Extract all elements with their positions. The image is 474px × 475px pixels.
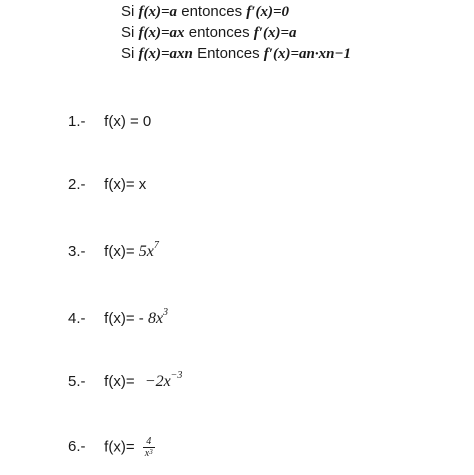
exercise-number: 4.-	[68, 310, 86, 327]
rule-si: Si	[121, 24, 135, 41]
rule-mid: Entonces	[197, 45, 260, 62]
exercise-1	[68, 113, 151, 130]
exercise-2	[68, 176, 146, 193]
exercise-prefix: f(x)=	[104, 438, 135, 456]
term-exponent: 7	[153, 240, 159, 251]
exercise-6	[68, 436, 155, 459]
rule-rhs: f′(x)=an·xn−1	[263, 46, 352, 62]
denominator-base: x	[144, 448, 150, 459]
exercise-number: 2.-	[68, 176, 86, 193]
rule-linear	[121, 24, 297, 42]
exercise-term	[144, 370, 183, 390]
exercise-prefix: f(x)= -	[104, 310, 144, 327]
exercise-number: 6.-	[68, 438, 86, 456]
rule-rhs: f′(x)=0	[246, 4, 290, 20]
exercise-number: 3.-	[68, 243, 86, 260]
exercise-term	[147, 307, 169, 327]
exercise-4	[68, 307, 169, 328]
exercise-5	[68, 370, 183, 391]
denominator-exponent: 3	[149, 448, 153, 456]
rule-mid: entonces	[181, 3, 243, 20]
rule-lhs: f(x)=axn	[138, 46, 193, 62]
exercise-number: 1.-	[68, 113, 86, 130]
exercise-term	[138, 240, 159, 260]
fraction-numerator: 4	[143, 436, 155, 448]
exercise-prefix: f(x)=	[104, 373, 135, 390]
rule-constant	[121, 3, 289, 21]
term-base: 8x	[147, 310, 164, 327]
fraction	[143, 436, 155, 459]
exercise-number: 5.-	[68, 373, 86, 390]
rule-si: Si	[121, 45, 135, 62]
exercise-function: f(x)= x	[104, 176, 147, 193]
rule-rhs: f′(x)=a	[253, 25, 297, 41]
term-base: 5x	[138, 243, 154, 260]
term-exponent: 3	[163, 307, 169, 318]
rule-si: Si	[121, 3, 135, 20]
fraction-denominator	[143, 448, 155, 459]
rule-power	[121, 45, 351, 63]
exercise-prefix: f(x)=	[104, 243, 135, 260]
exercise-function: f(x) = 0	[104, 113, 152, 130]
rule-lhs: f(x)=ax	[138, 25, 185, 41]
rule-lhs: f(x)=a	[138, 4, 178, 20]
term-exponent: −3	[170, 370, 183, 381]
term-base: −2x	[144, 373, 171, 390]
rule-mid: entonces	[188, 24, 250, 41]
exercise-3	[68, 240, 159, 261]
